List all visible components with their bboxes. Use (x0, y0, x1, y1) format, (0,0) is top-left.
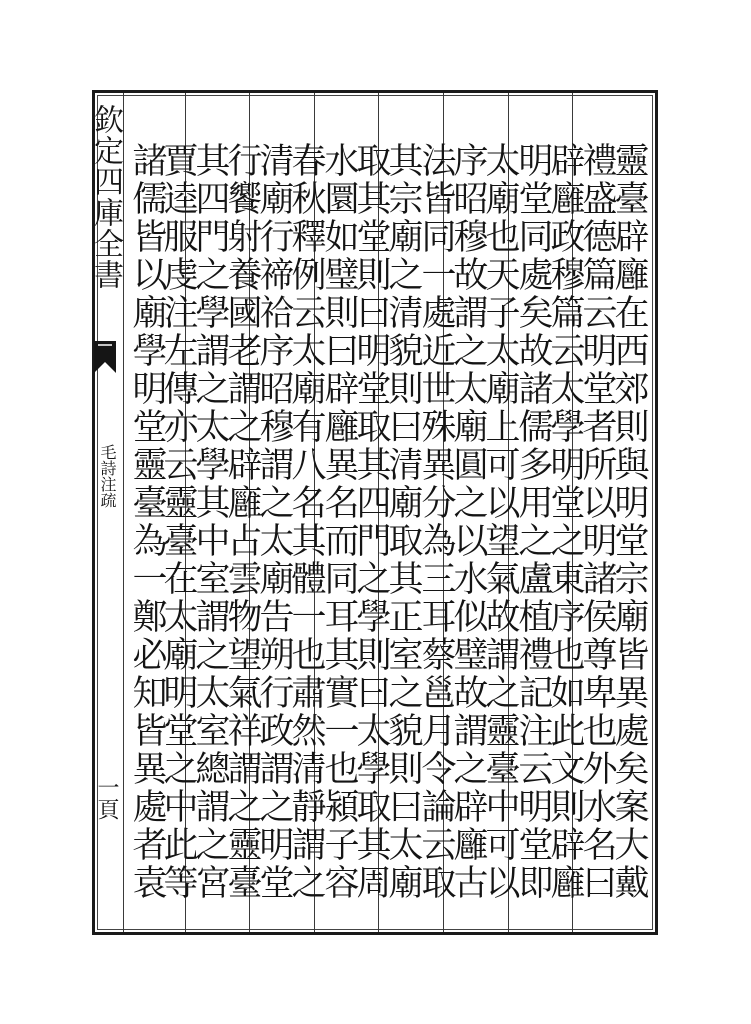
text-column: 清廟行禘祫序昭穆謂之太廟告朔行政謂之明堂 (254, 142, 294, 902)
page-number: 一頁 (94, 776, 119, 820)
text-column: 禮盛德篇云明堂者所以明諸侯尊卑也外水名曰 (577, 142, 617, 902)
text-column: 春秋釋例云太廟有八名其體一也肅然清靜謂之 (286, 142, 326, 902)
text-column: 太廟也天子太廟上可以望氣故謂之靈臺中可以 (480, 142, 520, 902)
text-column: 序昭穆故謂之太廟圓之以水似璧故謂之辟廱古 (448, 142, 488, 902)
text-column: 水圜如璧則曰辟廱異名而同耳其實一也潁子容 (319, 142, 359, 902)
book-title: 毛詩注疏 (98, 444, 117, 508)
fish-tail-mark-icon (93, 340, 117, 374)
text-column: 明堂同處矣故諸儒多用之盧植禮記注云明堂即 (513, 142, 553, 902)
text-column: 法皆同一處近世殊異分為三耳蔡邕月令論云取 (416, 142, 456, 902)
text-column: 行饗射養國老謂之辟廱占雲物望氣祥謂之靈臺 (222, 142, 262, 902)
text-column: 其四門之學謂之太學其中室謂之太室總謂之宮 (190, 142, 230, 902)
text-column: 取其堂則曰明堂取其四門之學則曰太學取其周 (351, 142, 391, 902)
collection-title: 欽定四庫全書 (88, 104, 123, 290)
text-column: 諸儒皆以廟學明堂靈臺為一鄭必知皆異處者袁 (127, 142, 167, 902)
text-column: 靈臺辟廱在西郊則與明堂宗廟皆異處矣案大戴 (609, 142, 649, 902)
text-column: 其宗廟之清貌則曰清廟取其正室之貌則曰太廟 (383, 142, 423, 902)
text-column: 賈逵服虔注左傳亦云靈臺在太廟明堂之中此等 (158, 142, 198, 902)
text-column: 辟廱政穆篇云太學明堂之東序也如此文則辟廱 (545, 142, 585, 902)
